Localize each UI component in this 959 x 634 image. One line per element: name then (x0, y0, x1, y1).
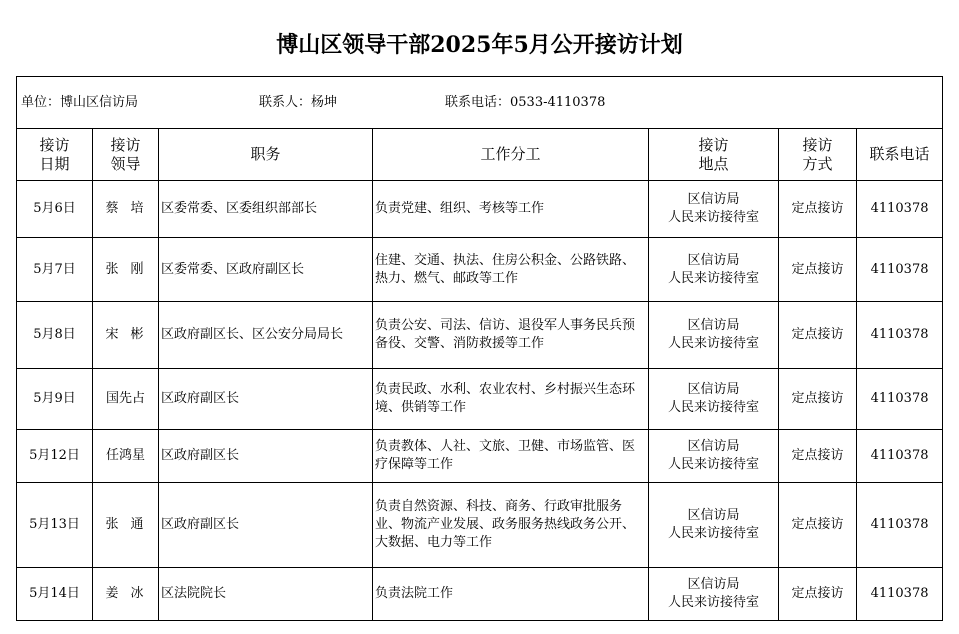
cell-method: 定点接访 (779, 302, 857, 369)
cell-leader: 宋彬 (93, 302, 159, 369)
cell-method: 定点接访 (779, 483, 857, 568)
cell-position: 区政府副区长 (159, 483, 373, 568)
cell-tel: 4110378 (857, 181, 943, 238)
cell-place: 区信访局 人民来访接待室 (649, 430, 779, 483)
cell-place: 区信访局 人民来访接待室 (649, 568, 779, 621)
cell-tel: 4110378 (857, 483, 943, 568)
page-title: 博山区领导干部2025年5月公开接访计划 (276, 32, 683, 58)
cell-duty: 负责自然资源、科技、商务、行政审批服务业、物流产业发展、政务服务热线政务公开、大数据、电力等工作 (373, 483, 649, 568)
cell-position: 区委常委、区政府副区长 (159, 238, 373, 302)
cell-position: 区政府副区长 (159, 369, 373, 430)
cell-position: 区法院院长 (159, 568, 373, 621)
cell-method: 定点接访 (779, 369, 857, 430)
cell-tel: 4110378 (857, 302, 943, 369)
cell-tel: 4110378 (857, 369, 943, 430)
header-duty: 工作分工 (373, 129, 649, 181)
header-position: 职务 (159, 129, 373, 181)
header-date: 接访日期 (17, 129, 93, 181)
table-row (17, 568, 943, 621)
table-row (17, 483, 943, 568)
info-row (17, 77, 943, 129)
cell-tel: 4110378 (857, 568, 943, 621)
cell-position: 区委常委、区委组织部部长 (159, 181, 373, 238)
contact-text: 联系人：杨坤 (259, 94, 338, 110)
cell-method: 定点接访 (779, 181, 857, 238)
cell-leader: 国先占 (93, 369, 159, 430)
cell-leader: 蔡培 (93, 181, 159, 238)
cell-date: 5月7日 (17, 238, 93, 302)
cell-date: 5月9日 (17, 369, 93, 430)
cell-leader: 任鸿星 (93, 430, 159, 483)
cell-place: 区信访局 人民来访接待室 (649, 483, 779, 568)
table-row (17, 238, 943, 302)
cell-leader: 张刚 (93, 238, 159, 302)
header-place: 接访 地点 (649, 129, 779, 181)
cell-method: 定点接访 (779, 238, 857, 302)
cell-duty: 负责教体、人社、文旅、卫健、市场监管、医疗保障等工作 (373, 430, 649, 483)
header-leader: 接访领导 (93, 129, 159, 181)
phone-text: 联系电话：0533-4110378 (445, 94, 606, 110)
cell-duty: 负责公安、司法、信访、退役军人事务民兵预备役、交警、消防救援等工作 (373, 302, 649, 369)
info-cell (17, 77, 943, 129)
cell-place: 区信访局 人民来访接待室 (649, 181, 779, 238)
table-row (17, 302, 943, 369)
cell-duty: 负责法院工作 (373, 568, 649, 621)
cell-date: 5月12日 (17, 430, 93, 483)
cell-method: 定点接访 (779, 430, 857, 483)
cell-tel: 4110378 (857, 430, 943, 483)
cell-place: 区信访局 人民来访接待室 (649, 302, 779, 369)
cell-leader: 张通 (93, 483, 159, 568)
cell-duty: 负责民政、水利、农业农村、乡村振兴生态环境、供销等工作 (373, 369, 649, 430)
cell-leader: 姜冰 (93, 568, 159, 621)
cell-duty: 负责党建、组织、考核等工作 (373, 181, 649, 238)
cell-tel: 4110378 (857, 238, 943, 302)
schedule-table (16, 76, 943, 621)
cell-place: 区信访局 人民来访接待室 (649, 238, 779, 302)
header-row (17, 129, 943, 181)
table-row (17, 430, 943, 483)
cell-position: 区政府副区长 (159, 430, 373, 483)
header-tel: 联系电话 (857, 129, 943, 181)
cell-date: 5月6日 (17, 181, 93, 238)
unit-text: 单位：博山区信访局 (21, 94, 139, 110)
cell-date: 5月8日 (17, 302, 93, 369)
table-row (17, 181, 943, 238)
cell-position: 区政府副区长、区公安分局局长 (159, 302, 373, 369)
cell-method: 定点接访 (779, 568, 857, 621)
cell-date: 5月14日 (17, 568, 93, 621)
cell-duty: 住建、交通、执法、住房公积金、公路铁路、热力、燃气、邮政等工作 (373, 238, 649, 302)
table-row (17, 369, 943, 430)
cell-date: 5月13日 (17, 483, 93, 568)
cell-place: 区信访局 人民来访接待室 (649, 369, 779, 430)
header-method: 接访 方式 (779, 129, 857, 181)
